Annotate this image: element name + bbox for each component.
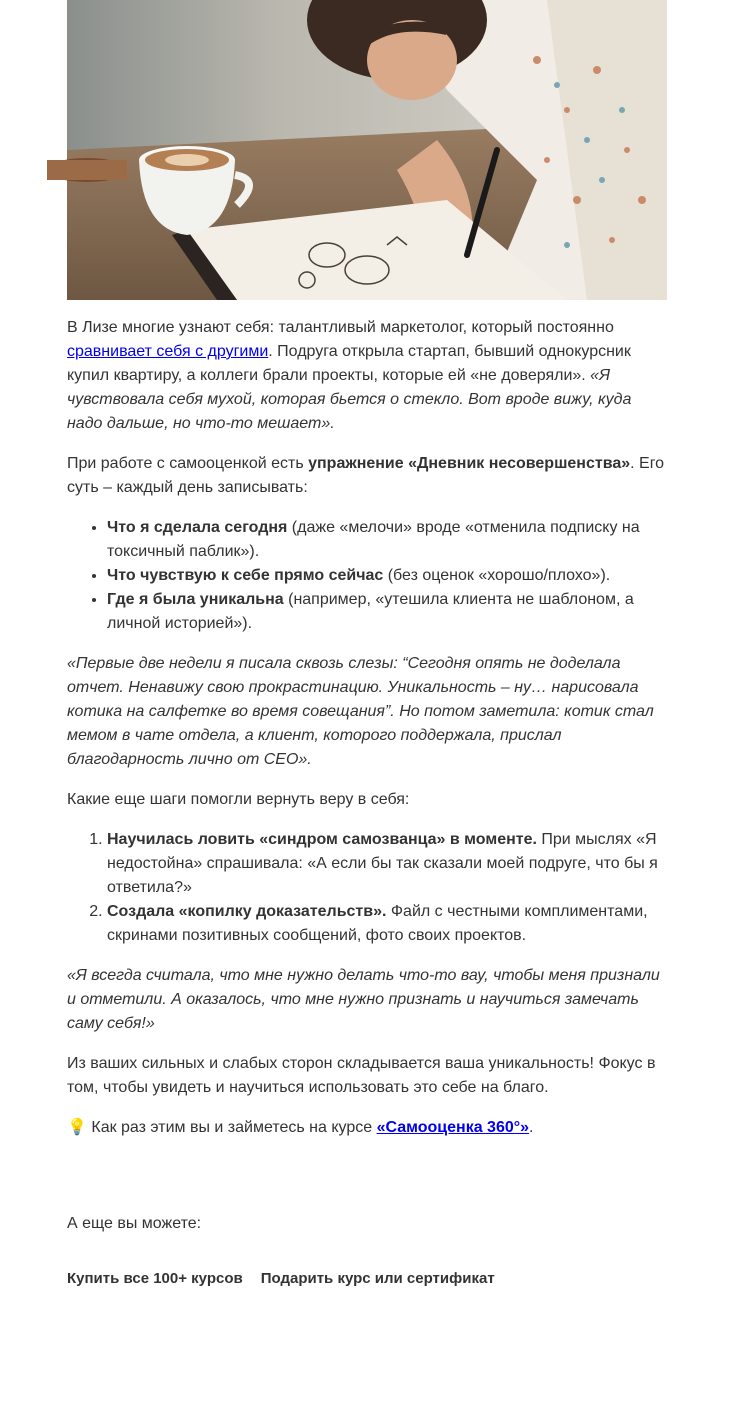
more-options-heading: А еще вы можете: (67, 1215, 202, 1232)
gift-course-link[interactable]: Подарить курс или сертификат (260, 1270, 495, 1287)
quote-text-1: «Первые две недели я писала сквозь слезы: “Сегодня опять не доделала отчет. Ненавижу свою прокрастинацию. Уникальность – ну… нарисовала котика на салфетке во время совещания”. Но потом заметила: котик стал мемом в чате отдела, а клиент, которого поддержала, прислал благодарность лично от CEO». (67, 655, 654, 768)
exercise-name: упражнение «Дневник несовершенства» (308, 455, 631, 472)
intro-text-a: В Лизе многие узнают себя: талантливый маркетолог, который постоянно (67, 319, 614, 336)
quote-paragraph-1 (67, 652, 667, 772)
compare-yourself-link[interactable]: сравнивает себя с другими (67, 343, 269, 360)
course-link[interactable]: «Самооценка 360°» (376, 1119, 530, 1136)
hero-illustration (67, 0, 667, 300)
hero-image (67, 0, 667, 300)
list-item-text: При мыслях «Я недостойна» спрашивала: «А если бы так сказали моей подруге, что бы я ответила?» (107, 831, 658, 896)
steps-list (67, 828, 667, 948)
list-item-text: Файл с честными комплиментами, скринами позитивных сообщений, фото своих проектов. (107, 903, 648, 944)
list-item-text: (без оценок «хорошо/плохо»). (383, 567, 611, 584)
diary-list (67, 516, 667, 636)
list-item-text: (например, «утешила клиента не шаблоном, а личной историей»). (107, 591, 634, 632)
quote-text-2: «Я всегда считала, что мне нужно делать что-то вау, чтобы меня признали и отметили. А оказалось, что мне нужно признать и научиться замечать саму себя!» (67, 967, 660, 1032)
summary-paragraph: Из ваших сильных и слабых сторон складывается ваша уникальность! Фокус в том, чтобы увидеть и научиться использовать это себе на благо. (67, 1055, 656, 1096)
exercise-text-b: . Его суть – каждый день записывать: (67, 455, 665, 496)
steps-intro: Какие еще шаги помогли вернуть веру в себя: (67, 791, 410, 808)
exercise-paragraph (67, 452, 667, 500)
list-item (107, 564, 667, 588)
cta-text: Как раз этим вы и займетесь на курсе (86, 1119, 377, 1136)
cta-paragraph (67, 1116, 667, 1140)
list-item-bold: Научилась ловить «синдром самозванца» в моменте. (107, 831, 537, 848)
list-item (107, 900, 667, 948)
exercise-text-a: При работе с самооценкой есть (67, 455, 309, 472)
quote-paragraph-2 (67, 964, 667, 1036)
intro-paragraph (67, 316, 667, 436)
cta-end: . (529, 1119, 534, 1136)
lightbulb-icon: 💡 (67, 1119, 87, 1136)
list-item-bold: Создала «копилку доказательств». (107, 903, 387, 920)
article-body (67, 0, 667, 1236)
list-item (107, 516, 667, 564)
list-item-bold: Что чувствую к себе прямо сейчас (107, 567, 384, 584)
footer-links (67, 1268, 667, 1287)
list-item (107, 828, 667, 900)
list-item-bold: Где я была уникальна (107, 591, 284, 608)
intro-text-b: . Подруга открыла стартап, бывший однокурсник купил квартиру, а коллеги брали проекты, которые ей «не доверяли». (67, 343, 631, 384)
list-item (107, 588, 667, 636)
list-item-text: (даже «мелочи» вроде «отменила подписку на токсичный паблик»). (107, 519, 640, 560)
buy-all-courses-link[interactable]: Купить все 100+ курсов (67, 1270, 243, 1287)
intro-quote: «Я чувствовала себя мухой, которая бьется о стекло. Вот вроде вижу, куда надо дальше, но что-то мешает». (67, 367, 632, 432)
list-item-bold: Что я сделала сегодня (107, 519, 288, 536)
